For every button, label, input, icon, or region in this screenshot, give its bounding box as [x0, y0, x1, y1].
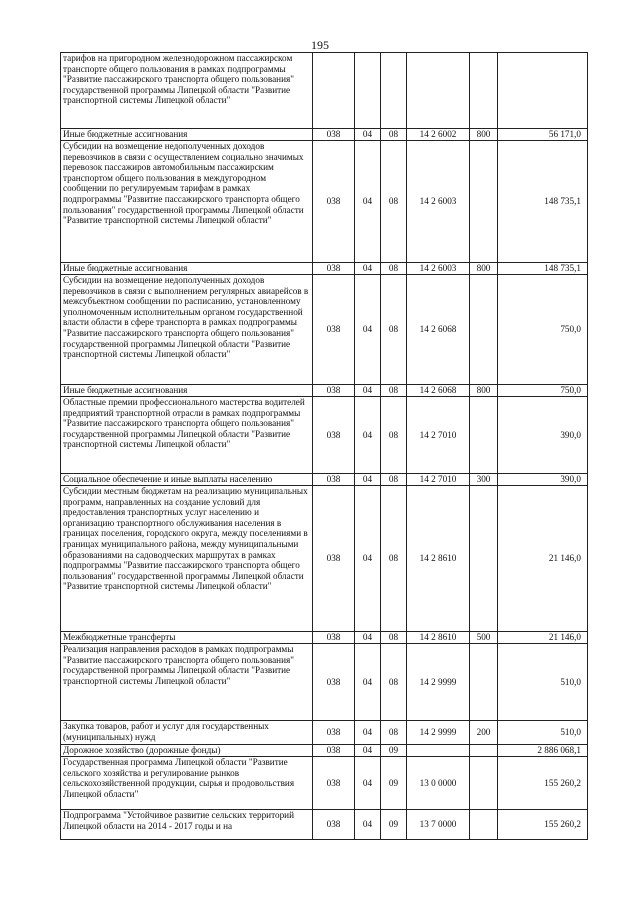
row-description: Подпрограмма "Устойчивое развитие сельских территорий Липецкой области на 2014 - 2017 годы и на — [61, 810, 313, 840]
row-subsection-code: 08 — [381, 141, 407, 263]
row-target-article: 14 2 9999 — [407, 721, 470, 745]
row-expense-type: 800 — [470, 129, 498, 141]
row-subsection-code: 08 — [381, 385, 407, 397]
row-department-code: 038 — [313, 385, 355, 397]
table-row — [61, 810, 588, 840]
row-department-code: 038 — [313, 745, 355, 757]
row-expense-type: 800 — [470, 385, 498, 397]
row-section-code: 04 — [355, 757, 381, 810]
row-section-code: 04 — [355, 275, 381, 385]
row-amount: 390,0 — [498, 397, 588, 474]
row-amount: 155 260,2 — [498, 810, 588, 840]
row-department-code: 038 — [313, 486, 355, 632]
row-amount: 21 146,0 — [498, 632, 588, 644]
row-amount: 750,0 — [498, 275, 588, 385]
row-amount: 148 735,1 — [498, 263, 588, 275]
row-subsection-code: 09 — [381, 745, 407, 757]
row-target-article: 14 2 8610 — [407, 632, 470, 644]
row-target-article: 14 2 8610 — [407, 486, 470, 632]
row-section-code: 04 — [355, 141, 381, 263]
row-section-code: 04 — [355, 644, 381, 721]
row-description: Субсидии местным бюджетам на реализацию муниципальных программ, направленных на создание условий для предоставления транспортных услуг населению и организацию транспортного обслуживания населения в границах поселения, городского округа, между поселениями в границах муниципального района, между муниципальными образованиями на садоводческих маршрутах в рамках подпрограммы "Развитие пассажирского транспорта общего пользования" государственной программы Липецкой области "Развитие транспортной системы Липецкой области" — [61, 486, 313, 632]
table-row — [61, 129, 588, 141]
row-description: тарифов на пригородном железнодорожном пассажирском транспорте общего пользования в рамках подпрограммы "Развитие пассажирского транспорта общего пользования" государственной программы Липецкой области "Развитие транспортной системы Липецкой области" — [61, 53, 313, 129]
row-subsection-code: 08 — [381, 397, 407, 474]
row-department-code: 038 — [313, 810, 355, 840]
table-row — [61, 385, 588, 397]
row-description: Иные бюджетные ассигнования — [61, 129, 313, 141]
row-target-article: 14 2 6068 — [407, 275, 470, 385]
table-row — [61, 53, 588, 129]
row-section-code: 04 — [355, 632, 381, 644]
row-subsection-code: 08 — [381, 474, 407, 486]
row-target-article: 14 2 9999 — [407, 644, 470, 721]
table-row — [61, 757, 588, 810]
row-subsection-code: 08 — [381, 644, 407, 721]
table-row — [61, 644, 588, 721]
table-row — [61, 275, 588, 385]
row-department-code: 038 — [313, 397, 355, 474]
row-amount: 510,0 — [498, 644, 588, 721]
row-section-code: 04 — [355, 397, 381, 474]
row-expense-type — [470, 53, 498, 129]
row-amount: 510,0 — [498, 721, 588, 745]
row-subsection-code: 08 — [381, 486, 407, 632]
row-description: Областные премии профессионального мастерства водителей предприятий транспортной отрасли в рамках подпрограммы "Развитие пассажирского транспорта общего пользования" государственной программы Липецкой области "Развитие транспортной системы Липецкой области" — [61, 397, 313, 474]
row-amount: 750,0 — [498, 385, 588, 397]
row-target-article — [407, 745, 470, 757]
row-amount: 56 171,0 — [498, 129, 588, 141]
row-target-article: 14 2 6003 — [407, 263, 470, 275]
row-section-code: 04 — [355, 474, 381, 486]
row-expense-type — [470, 644, 498, 721]
row-amount: 390,0 — [498, 474, 588, 486]
row-subsection-code: 08 — [381, 129, 407, 141]
row-subsection-code: 08 — [381, 263, 407, 275]
row-target-article: 14 2 7010 — [407, 474, 470, 486]
row-description: Реализация направления расходов в рамках подпрограммы "Развитие пассажирского транспорта общего пользования" государственной программы Липецкой области "Развитие транспортной системы Липецкой области" — [61, 644, 313, 721]
table-row — [61, 721, 588, 745]
budget-table — [60, 52, 588, 840]
row-amount: 2 886 068,1 — [498, 745, 588, 757]
table-row — [61, 141, 588, 263]
row-subsection-code: 08 — [381, 632, 407, 644]
row-target-article: 13 7 0000 — [407, 810, 470, 840]
row-description: Субсидии на возмещение недополученных доходов перевозчиков в связи с осуществлением социально значимых перевозок пассажиров автомобильным пассажирским транспортом общего пользования в междугородном сообщении по регулируемым тарифам в рамках подпрограммы "Развитие пассажирского транспорта общего пользования" государственной программы Липецкой области "Развитие транспортной системы Липецкой области" — [61, 141, 313, 263]
row-department-code: 038 — [313, 275, 355, 385]
row-expense-type — [470, 397, 498, 474]
row-section-code — [355, 53, 381, 129]
row-target-article — [407, 53, 470, 129]
row-section-code: 04 — [355, 810, 381, 840]
row-department-code — [313, 53, 355, 129]
row-amount — [498, 53, 588, 129]
row-subsection-code: 09 — [381, 757, 407, 810]
row-subsection-code: 08 — [381, 275, 407, 385]
table-row — [61, 397, 588, 474]
row-target-article: 14 2 6068 — [407, 385, 470, 397]
row-amount: 21 146,0 — [498, 486, 588, 632]
row-department-code: 038 — [313, 757, 355, 810]
row-department-code: 038 — [313, 644, 355, 721]
table-row — [61, 745, 588, 757]
row-description: Закупка товаров, работ и услуг для государственных (муниципальных) нужд — [61, 721, 313, 745]
row-target-article: 13 0 0000 — [407, 757, 470, 810]
row-amount: 148 735,1 — [498, 141, 588, 263]
row-department-code: 038 — [313, 141, 355, 263]
table-row — [61, 486, 588, 632]
row-section-code: 04 — [355, 745, 381, 757]
row-section-code: 04 — [355, 129, 381, 141]
row-department-code: 038 — [313, 474, 355, 486]
row-expense-type: 300 — [470, 474, 498, 486]
row-department-code: 038 — [313, 263, 355, 275]
row-expense-type — [470, 486, 498, 632]
row-expense-type — [470, 810, 498, 840]
row-description: Государственная программа Липецкой области "Развитие сельского хозяйства и регулирование рынков сельскохозяйственной продукции, сырья и продовольствия Липецкой области" — [61, 757, 313, 810]
table-row — [61, 632, 588, 644]
row-section-code: 04 — [355, 385, 381, 397]
row-section-code: 04 — [355, 486, 381, 632]
row-description: Иные бюджетные ассигнования — [61, 385, 313, 397]
row-description: Дорожное хозяйство (дорожные фонды) — [61, 745, 313, 757]
row-expense-type — [470, 745, 498, 757]
row-expense-type: 200 — [470, 721, 498, 745]
row-subsection-code — [381, 53, 407, 129]
row-amount: 155 260,2 — [498, 757, 588, 810]
row-subsection-code: 08 — [381, 721, 407, 745]
row-section-code: 04 — [355, 263, 381, 275]
row-description: Субсидии на возмещение недополученных доходов перевозчиков в связи с выполнением регулярных авиарейсов в межсубъектном сообщении по расписанию, установленному уполномоченным исполнительным органом государственной власти области в сфере транспорта в рамках подпрограммы "Развитие пассажирского транспорта общего пользования" государственной программы Липецкой области "Развитие транспортной системы Липецкой области" — [61, 275, 313, 385]
row-target-article: 14 2 6002 — [407, 129, 470, 141]
row-target-article: 14 2 7010 — [407, 397, 470, 474]
row-expense-type — [470, 141, 498, 263]
row-department-code: 038 — [313, 721, 355, 745]
row-expense-type — [470, 757, 498, 810]
table-row — [61, 474, 588, 486]
row-expense-type — [470, 275, 498, 385]
row-description: Иные бюджетные ассигнования — [61, 263, 313, 275]
row-description: Межбюджетные трансферты — [61, 632, 313, 644]
row-target-article: 14 2 6003 — [407, 141, 470, 263]
row-department-code: 038 — [313, 129, 355, 141]
row-description: Социальное обеспечение и иные выплаты населению — [61, 474, 313, 486]
table-row — [61, 263, 588, 275]
row-subsection-code: 09 — [381, 810, 407, 840]
row-expense-type: 500 — [470, 632, 498, 644]
page-number: 195 — [311, 38, 329, 52]
row-department-code: 038 — [313, 632, 355, 644]
row-expense-type: 800 — [470, 263, 498, 275]
row-section-code: 04 — [355, 721, 381, 745]
